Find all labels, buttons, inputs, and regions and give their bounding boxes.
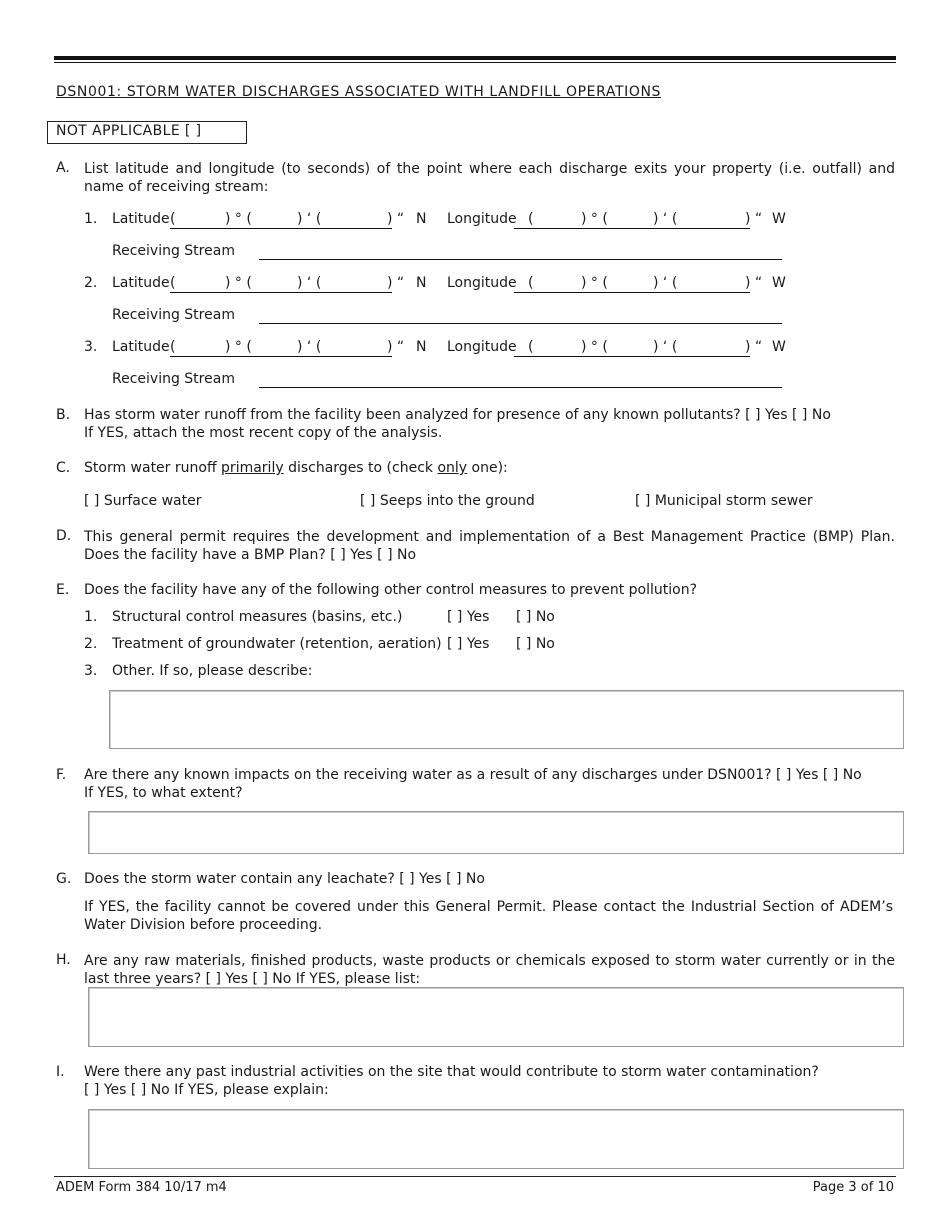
degree-symbol: ) ° ( [225,339,252,355]
section-a-letter: A. [56,160,70,176]
item-number: 2. [84,636,98,652]
option-seeps-ground[interactable]: [ ] Seeps into the ground [360,493,535,509]
paren-open: ( [170,211,176,227]
section-b-letter: B. [56,407,71,423]
paren-open: ( [528,275,534,291]
minute-symbol: ) ‘ ( [653,211,678,227]
section-e-question: Does the facility have any of the following other control measures to prevent pollution? [84,582,698,598]
longitude-field[interactable] [514,292,750,293]
receiving-stream-label: Receiving Stream [112,371,235,387]
header-rule-thick [54,56,896,60]
section-i-options[interactable]: [ ] Yes [ ] No If YES, please explain: [84,1082,329,1098]
second-symbol: ) “ [745,339,763,355]
second-symbol: ) “ [745,275,763,291]
option-municipal-sewer[interactable]: [ ] Municipal storm sewer [635,493,813,509]
latitude-field[interactable] [170,228,392,229]
second-symbol: ) “ [745,211,763,227]
degree-symbol: ) ° ( [225,275,252,291]
latitude-label: Latitude [112,275,170,291]
section-i-question: Were there any past industrial activities on the site that would contribute to storm water contamination? [84,1064,819,1080]
second-symbol: ) “ [387,339,405,355]
section-c-question: Storm water runoff primarily discharges to (check only one): [84,460,508,476]
receiving-stream-label: Receiving Stream [112,243,235,259]
west-label: W [772,275,786,291]
section-c-letter: C. [56,460,71,476]
receiving-stream-field[interactable] [259,387,782,388]
page-number: Page 3 of 10 [812,1180,894,1195]
section-g-question[interactable]: Does the storm water contain any leachate? [ ] Yes [ ] No [84,871,485,887]
section-title: DSN001: STORM WATER DISCHARGES ASSOCIATED WITH LANDFILL OPERATIONS [56,84,662,100]
second-symbol: ) “ [387,275,405,291]
latitude-label: Latitude [112,211,170,227]
minute-symbol: ) ‘ ( [297,339,322,355]
longitude-label: Longitude [447,339,517,355]
section-b-question[interactable]: Has storm water runoff from the facility been analyzed for presence of any known pollutants? [ ] Yes [ ] No [84,407,831,423]
option-surface-water[interactable]: [ ] Surface water [84,493,202,509]
groundwater-treatment-label: Treatment of groundwater (retention, aeration) [112,636,442,652]
minute-symbol: ) ‘ ( [297,275,322,291]
receiving-stream-field[interactable] [259,323,782,324]
paren-open: ( [528,211,534,227]
receiving-stream-label: Receiving Stream [112,307,235,323]
west-label: W [772,339,786,355]
second-symbol: ) “ [387,211,405,227]
paren-open: ( [170,339,176,355]
section-e-letter: E. [56,582,70,598]
form-identifier: ADEM Form 384 10/17 m4 [56,1180,227,1195]
section-a-text: List latitude and longitude (to seconds) of the point where each discharge exits your property (i.e. outfall) and name of receiving stream: [84,161,895,195]
section-f-question[interactable]: Are there any known impacts on the receiving water as a result of any discharges under DSN001? [ ] Yes [ ] No [84,767,862,783]
latitude-field[interactable] [170,356,392,357]
section-i-letter: I. [56,1064,65,1080]
section-h-question[interactable]: Are any raw materials, finished products, waste products or chemicals exposed to storm water currently or in the last three years? [ ] Yes [ ] No If YES, please list: [84,953,895,987]
section-f-followup: If YES, to what extent? [84,785,243,801]
other-measures-label: Other. If so, please describe: [112,663,313,679]
section-d-letter: D. [56,528,72,544]
section-f-letter: F. [56,767,67,783]
latitude-field[interactable] [170,292,392,293]
header-rule-thin [54,62,896,63]
north-label: N [416,339,427,355]
paren-open: ( [528,339,534,355]
degree-symbol: ) ° ( [581,339,608,355]
item-number: 3. [84,663,98,679]
impacts-extent-textbox[interactable] [88,811,904,854]
section-g-note: If YES, the facility cannot be covered under this General Permit. Please contact the Industrial Section of ADEM’s Water Division before proceeding. [84,899,893,933]
minute-symbol: ) ‘ ( [297,211,322,227]
footer-rule [54,1176,896,1177]
degree-symbol: ) ° ( [581,211,608,227]
groundwater-treatment-no[interactable]: [ ] No [516,636,555,652]
not-applicable-box[interactable] [47,121,247,144]
longitude-label: Longitude [447,275,517,291]
section-d-question[interactable]: This general permit requires the development and implementation of a Best Management Practice (BMP) Plan. Does the facility have a BMP Plan? [ ] Yes [ ] No [84,529,895,563]
west-label: W [772,211,786,227]
structural-control-no[interactable]: [ ] No [516,609,555,625]
minute-symbol: ) ‘ ( [653,275,678,291]
longitude-field[interactable] [514,228,750,229]
groundwater-treatment-yes[interactable]: [ ] Yes [447,636,490,652]
minute-symbol: ) ‘ ( [653,339,678,355]
row-number: 3. [84,339,98,355]
degree-symbol: ) ° ( [581,275,608,291]
degree-symbol: ) ° ( [225,211,252,227]
other-measures-textbox[interactable] [109,690,904,749]
north-label: N [416,211,427,227]
section-h-letter: H. [56,952,71,968]
past-activities-textbox[interactable] [88,1109,904,1169]
emphasis-only: only [437,460,468,476]
item-number: 1. [84,609,98,625]
section-g-letter: G. [56,871,72,887]
paren-open: ( [170,275,176,291]
longitude-field[interactable] [514,356,750,357]
receiving-stream-field[interactable] [259,259,782,260]
structural-control-label: Structural control measures (basins, etc.) [112,609,403,625]
longitude-label: Longitude [447,211,517,227]
not-applicable-label: NOT APPLICABLE [ ] [56,123,202,139]
row-number: 2. [84,275,98,291]
north-label: N [416,275,427,291]
section-b-instruction: If YES, attach the most recent copy of the analysis. [84,425,443,441]
row-number: 1. [84,211,98,227]
structural-control-yes[interactable]: [ ] Yes [447,609,490,625]
materials-list-textbox[interactable] [88,987,904,1047]
latitude-label: Latitude [112,339,170,355]
emphasis-primarily: primarily [221,460,284,476]
